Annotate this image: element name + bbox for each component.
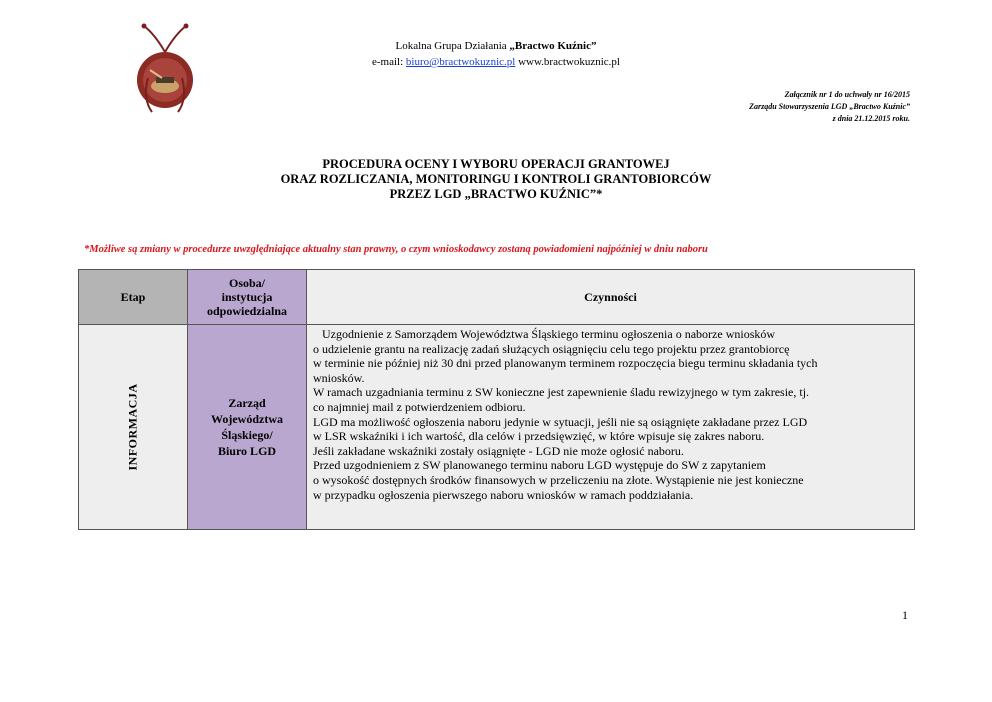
header-osoba-line: odpowiedzialna <box>206 304 287 318</box>
etap-label: INFORMACJA <box>125 383 140 471</box>
czynnosci-cell <box>307 325 915 530</box>
disclaimer-note: *Możliwe są zmiany w procedurze uwzględniające aktualny stan prawny, o czym wnioskodawcy zostaną powiadomieni najpóźniej w dniu naboru <box>84 244 708 255</box>
header-osoba <box>188 270 307 325</box>
document-title <box>0 157 992 202</box>
etap-cell <box>79 325 188 530</box>
table-row <box>79 325 915 530</box>
lgd-logo <box>122 22 208 118</box>
header-czynnosci: Czynności <box>307 270 915 325</box>
website-text: www.bractwokuznic.pl <box>515 56 620 68</box>
email-link[interactable]: biuro@bractwokuznic.pl <box>405 56 516 68</box>
annex-note <box>749 89 910 125</box>
czynnosci-line: wniosków. <box>313 370 365 385</box>
header-osoba-line: Osoba/ <box>228 276 265 290</box>
header-contact-line <box>0 56 992 68</box>
email-prefix: e-mail: <box>372 56 406 68</box>
czynnosci-line: o udzielenie grantu na realizację zadań służących osiągnięciu celu tego projektu przez grantobiorcę <box>313 341 790 356</box>
czynnosci-line: Przed uzgodnieniem z SW planowanego terminu naboru LGD występuje do SW z zapytaniem <box>313 458 766 473</box>
org-name: „Bractwo Kuźnic” <box>509 40 597 52</box>
annex-line: Załącznik nr 1 do uchwały nr 16/2015 <box>784 90 910 99</box>
czynnosci-line: W ramach uzgadniania terminu z SW konieczne jest zapewnienie śladu rewizyjnego w tym zakresie, tj. <box>313 385 810 400</box>
osoba-line: Biuro LGD <box>217 444 277 458</box>
osoba-cell <box>188 325 307 530</box>
annex-line: Zarządu Stowarzyszenia LGD „Bractwo Kuźnic” <box>749 102 910 111</box>
czynnosci-line: w terminie nie później niż 30 dni przed planowanym terminem rozpoczęcia biegu terminu składania tych <box>313 356 818 371</box>
czynnosci-line: LGD ma możliwość ogłoszenia naboru jedynie w sytuacji, jeśli nie są osiągnięte zakładane przez LGD <box>313 414 808 429</box>
title-line: ORAZ ROZLICZANIA, MONITORINGU I KONTROLI GRANTOBIORCÓW <box>280 172 712 186</box>
czynnosci-line: w przypadku ogłoszenia pierwszego naboru wniosków w ramach poddziałania. <box>313 487 694 502</box>
header-osoba-line: instytucja <box>221 290 273 304</box>
czynnosci-line: Uzgodnienie z Samorządem Województwa Śląskiego terminu ogłoszenia o naborze wniosków <box>313 327 776 341</box>
title-line: PROCEDURA OCENY I WYBORU OPERACJI GRANTOWEJ <box>322 157 670 171</box>
title-line: PRZEZ LGD „BRACTWO KUŹNIC”* <box>389 187 603 201</box>
czynnosci-line: Jeśli zakładane wskaźniki zostały osiągnięte - LGD nie może ogłosić naboru. <box>313 443 684 458</box>
page-number: 1 <box>902 608 908 622</box>
org-prefix: Lokalna Grupa Działania <box>395 40 510 52</box>
osoba-line: Śląskiego/ <box>221 428 273 442</box>
procedure-table <box>78 269 915 530</box>
czynnosci-line: co najmniej mail z potwierdzeniem odbioru. <box>313 399 526 414</box>
czynnosci-line: o wysokość dostępnych środków finansowych w przeliczeniu na złote. Wystąpienie nie jest konieczne <box>313 472 804 487</box>
osoba-line: Województwa <box>211 412 283 426</box>
osoba-line: Zarząd <box>228 396 266 410</box>
header-etap: Etap <box>79 270 188 325</box>
header-org-line <box>0 40 992 52</box>
annex-line: z dnia 21.12.2015 roku. <box>832 114 910 123</box>
czynnosci-line: w LSR wskaźniki i ich wartość, dla celów i przedsięwzięć, w które wpisuje się zakres naboru. <box>313 429 765 444</box>
table-header-row <box>79 270 915 325</box>
